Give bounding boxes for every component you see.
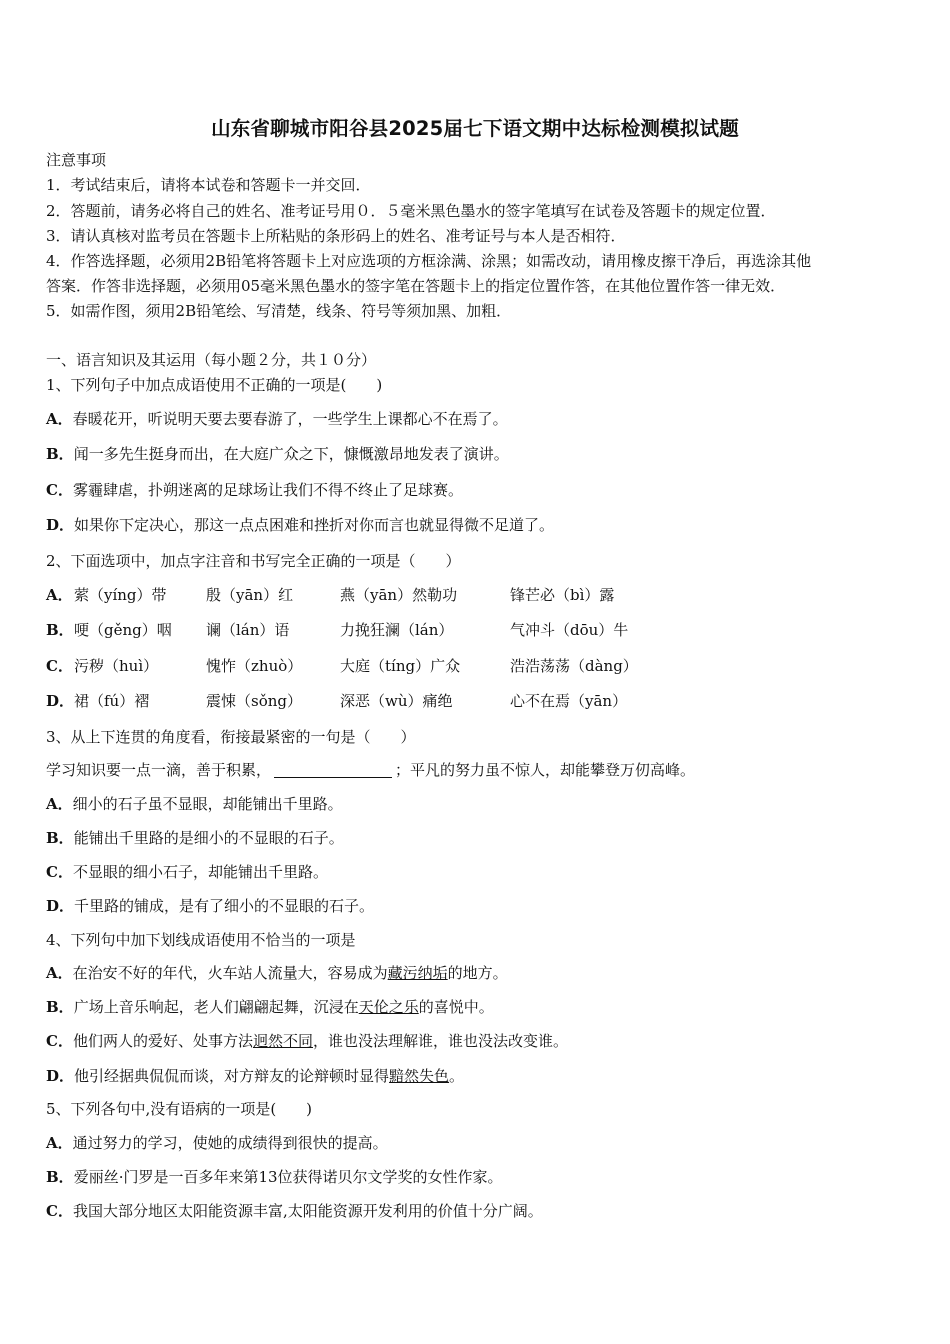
- option-text: 闻一多先生挺身而出，在大庭广众之下，慷慨激昂地发表了演讲。: [73, 445, 509, 463]
- q2-cell: 污秽（huì）: [74, 657, 159, 675]
- q2-cell: 燕（yān）然勒功: [340, 586, 458, 604]
- option-label: C．: [46, 1032, 73, 1050]
- option-label: C．: [46, 481, 73, 499]
- underlined-idiom: 天伦之乐: [358, 998, 419, 1016]
- q2-row-label: C．: [46, 657, 73, 675]
- q3-passage: [46, 760, 695, 780]
- q2-cell: 殷（yān）红: [206, 586, 294, 604]
- option-label: B．: [46, 1168, 74, 1186]
- option-text: 的喜悦中。: [418, 998, 494, 1016]
- section-heading: 一、语言知识及其运用（每小题２分，共１０分）: [46, 351, 377, 369]
- q3-option-c: [46, 862, 328, 882]
- underlined-idiom: 黯然失色: [389, 1067, 450, 1085]
- option-label: B．: [46, 829, 74, 847]
- option-label: A．: [46, 410, 73, 428]
- question-4-stem: 4、下列句中加下划线成语使用不恰当的一项是: [46, 931, 356, 949]
- q1-option-d: [46, 515, 554, 535]
- option-label: B．: [46, 998, 74, 1016]
- q5-option-a: [46, 1133, 388, 1153]
- q1-option-c: [46, 480, 463, 500]
- q2-cell: 气冲斗（dōu）牛: [510, 621, 629, 639]
- option-label: C．: [46, 863, 73, 881]
- question-1-stem: 1、下列句子中加点成语使用不正确的一项是( ): [46, 376, 383, 394]
- option-text: 广场上音乐响起，老人们翩翩起舞，沉浸在: [73, 998, 359, 1016]
- note-line: 2．答题前，请务必将自己的姓名、准考证号用０．５毫米黑色墨水的签字笔填写在试卷及答题卡的规定位置．: [46, 202, 776, 220]
- option-text: 爱丽丝·门罗是一百多年来第13位获得诺贝尔文学奖的女性作家。: [73, 1168, 503, 1186]
- passage-text: ；平凡的努力虽不惊人，却能攀登万仞高峰。: [395, 761, 696, 779]
- option-text: 千里路的铺成，是有了细小的不显眼的石子。: [74, 897, 375, 915]
- option-text: ，谁也没法理解谁，谁也没法改变谁。: [312, 1032, 568, 1050]
- option-label: B．: [46, 445, 74, 463]
- option-text: 。: [449, 1067, 465, 1085]
- q2-cell: 裙（fú）褶: [74, 692, 150, 710]
- q4-option-d: [46, 1066, 464, 1086]
- question-5-stem: 5、下列各句中,没有语病的一项是( ): [46, 1100, 313, 1118]
- q3-option-a: [46, 794, 343, 814]
- option-label: A．: [46, 795, 73, 813]
- question-2-stem: 2、下面选项中，加点字注音和书写完全正确的一项是（ ）: [46, 552, 461, 570]
- note-line: 3．请认真核对监考员在答题卡上所粘贴的条形码上的姓名、准考证号与本人是否相符．: [46, 227, 626, 245]
- q5-option-b: [46, 1167, 503, 1187]
- q2-cell: 谰（lán）语: [206, 621, 290, 639]
- note-line: 1．考试结束后，请将本试卷和答题卡一并交回．: [46, 176, 371, 194]
- q2-cell: 哽（gěng）咽: [74, 621, 172, 639]
- option-label: A．: [46, 964, 73, 982]
- q2-cell: 震悚（sǒng）: [206, 692, 302, 710]
- option-text: 春暖花开，听说明天要去要春游了，一些学生上课都心不在焉了。: [72, 410, 508, 428]
- q4-option-c: [46, 1031, 568, 1051]
- q2-cell: 大庭（tíng）广众: [340, 657, 461, 675]
- q3-option-b: [46, 828, 344, 848]
- underlined-idiom: 藏污纳垢: [387, 964, 448, 982]
- option-label: D．: [46, 1067, 75, 1085]
- q2-cell: 萦（yíng）带: [74, 586, 167, 604]
- option-text: 通过努力的学习，使她的成绩得到很快的提高。: [72, 1134, 388, 1152]
- option-text: 能铺出千里路的是细小的不显眼的石子。: [73, 829, 344, 847]
- note-line: 5．如需作图，须用2B铅笔绘、写清楚，线条、符号等须加黑、加粗．: [46, 302, 512, 320]
- option-text: 他们两人的爱好、处事方法: [72, 1032, 253, 1050]
- q2-row-label: B．: [46, 621, 74, 639]
- option-text: 雾霾肆虐，扑朔迷离的足球场让我们不得不终止了足球赛。: [72, 481, 463, 499]
- q2-cell: 力挽狂澜（lán）: [340, 621, 454, 639]
- option-text: 的地方。: [447, 964, 508, 982]
- note-line: 4．作答选择题，必须用2B铅笔将答题卡上对应选项的方框涂满、涂黑；如需改动，请用橡皮擦干净后，再选涂其他: [46, 252, 812, 270]
- underlined-idiom: 迥然不同: [252, 1032, 313, 1050]
- q2-cell: 锋芒必（bì）露: [510, 586, 615, 604]
- q1-option-a: [46, 409, 508, 429]
- passage-text: 学习知识要一点一滴，善于积累，: [46, 761, 272, 779]
- q3-option-d: [46, 896, 374, 916]
- option-text: 不显眼的细小石子，却能铺出千里路。: [72, 863, 328, 881]
- question-3-stem: 3、从上下连贯的角度看，衔接最紧密的一句是（ ）: [46, 728, 416, 746]
- answer-blank: [274, 763, 392, 778]
- option-label: D．: [46, 897, 75, 915]
- notes-heading: 注意事项: [46, 151, 107, 169]
- option-label: A．: [46, 1134, 73, 1152]
- q1-option-b: [46, 444, 509, 464]
- q2-cell: 深恶（wù）痛绝: [340, 692, 453, 710]
- option-text: 我国大部分地区太阳能资源丰富,太阳能资源开发利用的价值十分广阔。: [72, 1202, 543, 1220]
- q2-row-label: A．: [46, 586, 73, 604]
- q5-option-c: [46, 1201, 543, 1221]
- q2-cell: 心不在焉（yān）: [510, 692, 628, 710]
- option-label: D．: [46, 516, 75, 534]
- document-title: 山东省聊城市阳谷县2025届七下语文期中达标检测模拟试题: [211, 117, 739, 140]
- option-text: 细小的石子虽不显眼，却能铺出千里路。: [72, 795, 343, 813]
- q2-cell: 浩浩荡荡（dàng）: [510, 657, 638, 675]
- option-text: 如果你下定决心，那这一点点困难和挫折对你而言也就显得微不足道了。: [74, 516, 555, 534]
- q2-row-label: D．: [46, 692, 75, 710]
- note-line: 答案．作答非选择题，必须用05毫米黑色墨水的签字笔在答题卡上的指定位置作答，在其他位置作答一律无效．: [46, 277, 786, 295]
- q2-cell: 愧怍（zhuò）: [206, 657, 303, 675]
- q4-option-a: [46, 963, 508, 983]
- option-text: 在治安不好的年代，火车站人流量大，容易成为: [72, 964, 388, 982]
- q4-option-b: [46, 997, 494, 1017]
- option-text: 他引经据典侃侃而谈，对方辩友的论辩顿时显得: [74, 1067, 390, 1085]
- option-label: C．: [46, 1202, 73, 1220]
